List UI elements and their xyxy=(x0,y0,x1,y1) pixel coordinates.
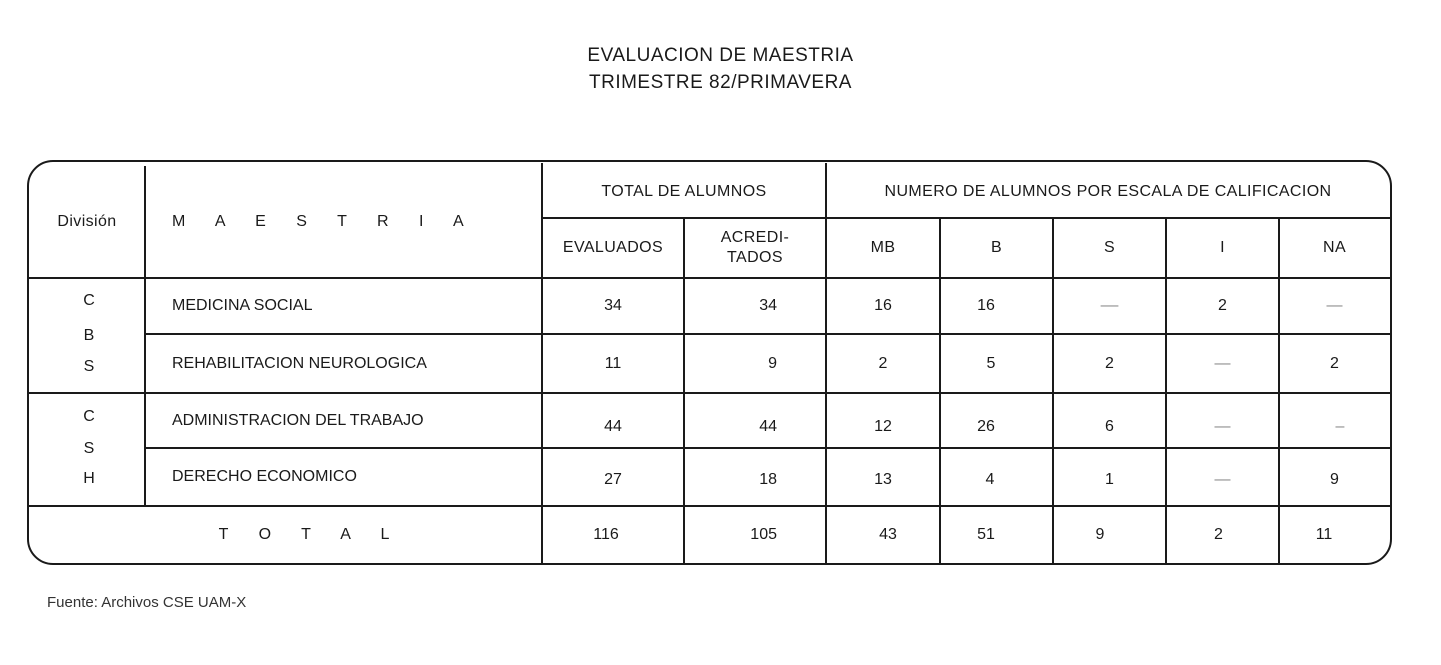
row-mb: 12 xyxy=(874,417,892,435)
row-maestria: REHABILITACION NEUROLOGICA xyxy=(172,354,427,372)
source-note: Fuente: Archivos CSE UAM-X xyxy=(47,594,247,611)
division-cbs-letter: C xyxy=(83,292,95,309)
total-i: 2 xyxy=(1214,526,1223,543)
row-na: – xyxy=(1335,417,1345,435)
total-b: 51 xyxy=(977,526,995,543)
header-na: NA xyxy=(1322,239,1347,256)
table-title-line-2: TRIMESTRE 82/PRIMAVERA xyxy=(589,72,852,93)
row-s: 6 xyxy=(1105,417,1114,435)
row-evaluados: 11 xyxy=(604,354,622,372)
division-csh-letter: S xyxy=(83,440,95,457)
header-maestria: M A E S T R I A xyxy=(172,212,477,230)
row-mb: 16 xyxy=(874,297,892,314)
row-b: 4 xyxy=(985,470,995,488)
row-acreditados: 18 xyxy=(759,470,777,488)
row-i: — xyxy=(1214,470,1231,488)
total-na: 11 xyxy=(1315,526,1333,543)
division-cbs-letter: B xyxy=(83,327,95,344)
header-s: S xyxy=(1103,239,1116,256)
row-i: 2 xyxy=(1218,297,1227,314)
row-acreditados: 34 xyxy=(759,297,777,314)
total-label: T O T A L xyxy=(218,526,403,543)
total-mb: 43 xyxy=(879,526,897,543)
header-acreditados-line-1: ACREDI- xyxy=(720,229,790,246)
row-mb: 13 xyxy=(874,470,892,488)
row-b: 5 xyxy=(986,354,996,372)
row-acreditados: 9 xyxy=(768,354,777,372)
header-acreditados-line-2: TADOS xyxy=(727,249,783,266)
row-evaluados: 27 xyxy=(604,470,622,488)
table-title-line-1: EVALUACION DE MAESTRIA xyxy=(587,45,854,66)
row-s: 1 xyxy=(1105,470,1114,488)
row-b: 16 xyxy=(977,297,995,314)
header-evaluados: EVALUADOS xyxy=(562,239,664,256)
row-s: –– xyxy=(1100,297,1119,314)
divider xyxy=(144,166,146,507)
header-mb: MB xyxy=(870,239,896,256)
total-acreditados: 105 xyxy=(750,526,777,543)
row-maestria: ADMINISTRACION DEL TRABAJO xyxy=(172,411,424,429)
row-maestria: DERECHO ECONOMICO xyxy=(172,468,357,485)
row-mb: 2 xyxy=(878,354,888,372)
header-acreditados xyxy=(685,219,825,277)
total-evaluados: 116 xyxy=(593,526,619,543)
division-csh-letter: H xyxy=(83,470,95,487)
row-na: 2 xyxy=(1330,354,1339,372)
row-acreditados: 44 xyxy=(759,417,777,435)
row-evaluados: 44 xyxy=(604,417,622,435)
row-na: 9 xyxy=(1330,470,1339,488)
header-total-alumnos: TOTAL DE ALUMNOS xyxy=(601,182,767,200)
header-b: B xyxy=(990,239,1003,256)
total-s: 9 xyxy=(1095,526,1105,543)
row-b: 26 xyxy=(977,417,995,435)
row-evaluados: 34 xyxy=(604,297,622,314)
division-cbs-letter: S xyxy=(83,358,95,375)
header-division: División xyxy=(57,212,117,230)
header-escala: NUMERO DE ALUMNOS POR ESCALA DE CALIFICACION xyxy=(884,182,1332,200)
row-i: — xyxy=(1214,417,1231,435)
row-na: — xyxy=(1326,297,1343,314)
row-s: 2 xyxy=(1105,354,1114,372)
division-csh-letter: C xyxy=(83,408,95,425)
header-i: I xyxy=(1220,239,1225,256)
row-maestria: MEDICINA SOCIAL xyxy=(172,297,313,314)
row-i: — xyxy=(1214,354,1231,372)
